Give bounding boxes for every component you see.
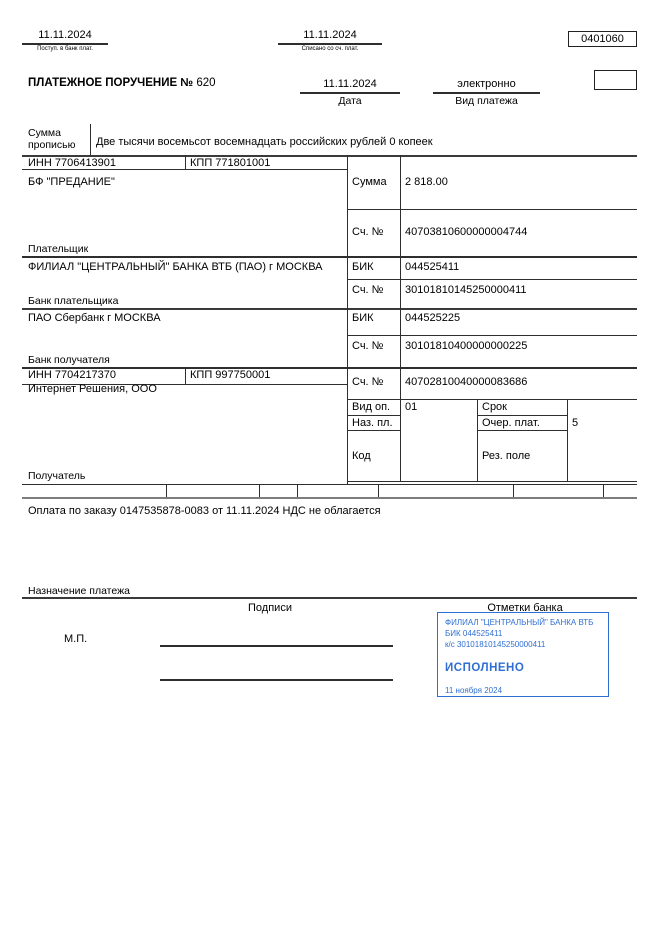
payer-bank-name: ФИЛИАЛ "ЦЕНТРАЛЬНЫЙ" БАНКА ВТБ (ПАО) г МОСКВА xyxy=(28,261,323,273)
payer-kpp: КПП 771801001 xyxy=(190,157,271,169)
debited-date-underline xyxy=(278,43,382,45)
document-date-underline xyxy=(300,92,400,94)
debited-date-caption: Списано со сч. плат. xyxy=(301,46,359,52)
priority-caption: Очер. плат. xyxy=(482,417,540,429)
table-line xyxy=(259,484,260,497)
signature-line xyxy=(160,645,393,647)
table-line xyxy=(347,335,637,336)
table-line xyxy=(166,484,167,497)
payee-bank-account: 30101810400000000225 xyxy=(405,340,528,352)
purpose-code-caption: Наз. пл. xyxy=(352,417,393,429)
table-line xyxy=(347,415,400,416)
payee-bank-account-caption: Сч. № xyxy=(352,340,384,352)
payee-account: 40702810040000083686 xyxy=(405,376,528,388)
table-line xyxy=(22,497,637,499)
debited-date: 11.11.2024 xyxy=(303,29,357,41)
table-line xyxy=(22,308,637,310)
table-line xyxy=(513,484,514,497)
table-line xyxy=(185,155,186,169)
signature-line xyxy=(160,679,393,681)
payee-bank-bik: 044525225 xyxy=(405,312,461,324)
payer-inn: ИНН 7706413901 xyxy=(28,157,117,169)
table-line xyxy=(185,367,186,384)
table-line xyxy=(347,155,348,484)
priority-value: 5 xyxy=(572,417,579,429)
operation-kind-value: 01 xyxy=(405,401,418,413)
payer-name: БФ "ПРЕДАНИЕ" xyxy=(28,176,115,188)
table-line xyxy=(22,484,637,485)
empty-mark-box xyxy=(594,70,637,90)
table-line xyxy=(297,484,298,497)
payee-caption: Получатель xyxy=(28,470,86,482)
payer-bank-bik: 044525411 xyxy=(405,261,460,273)
payee-bank-name: ПАО Сбербанк г МОСКВА xyxy=(28,312,161,324)
table-line xyxy=(90,124,91,155)
received-date-underline xyxy=(22,43,108,45)
payee-kpp: КПП 997750001 xyxy=(190,369,271,381)
payment-purpose-caption: Назначение платежа xyxy=(28,585,130,597)
document-title-label: ПЛАТЕЖНОЕ ПОРУЧЕНИЕ № xyxy=(28,77,194,89)
table-line xyxy=(347,481,637,482)
signatures-caption: Подписи xyxy=(248,602,292,614)
table-line xyxy=(477,399,478,481)
table-line xyxy=(400,155,401,481)
stamp-place-caption: М.П. xyxy=(64,633,88,645)
table-line xyxy=(378,484,379,497)
payment-kind-caption: Вид платежа xyxy=(455,95,518,107)
received-date: 11.11.2024 xyxy=(38,29,92,41)
payee-bank-caption: Банк получателя xyxy=(28,354,110,366)
table-line xyxy=(22,256,637,258)
payer-bank-caption: Банк плательщика xyxy=(28,295,119,307)
payment-purpose-text: Оплата по заказу 0147535878-0083 от 11.11.2024 НДС не облагается xyxy=(28,505,381,517)
payee-bank-bik-caption: БИК xyxy=(352,312,374,324)
table-line xyxy=(567,399,568,481)
stamp-status: ИСПОЛНЕНО xyxy=(445,662,525,675)
payer-bank-account: 30101810145250000411 xyxy=(405,284,527,296)
bank-marks-caption: Отметки банка xyxy=(487,602,563,614)
term-caption: Срок xyxy=(482,401,507,413)
payee-account-caption: Сч. № xyxy=(352,376,384,388)
table-line xyxy=(347,279,637,280)
payer-bank-bik-caption: БИК xyxy=(352,261,374,273)
sum-value: 2 818.00 xyxy=(405,176,448,188)
payee-inn: ИНН 7704217370 xyxy=(28,369,117,381)
payee-name: Интернет Решения, ООО xyxy=(28,383,157,395)
reserve-field-caption: Рез. поле xyxy=(482,450,531,462)
sum-caption: Сумма xyxy=(352,176,387,188)
stamp-bik: БИК 044525411 xyxy=(445,628,503,638)
table-line xyxy=(477,430,567,431)
table-line xyxy=(347,209,637,210)
form-code-box xyxy=(568,31,637,47)
document-date-caption: Дата xyxy=(338,95,362,107)
table-line xyxy=(603,484,604,497)
stamp-corr-account: к/с 30101810145250000411 xyxy=(445,639,546,649)
table-line xyxy=(477,415,567,416)
amount-words-value: Две тысячи восемьсот восемнадцать российских рублей 0 копеек xyxy=(96,136,433,148)
document-title xyxy=(28,77,216,90)
payer-account: 40703810600000004744 xyxy=(405,226,528,238)
document-number: 620 xyxy=(196,77,216,89)
received-date-caption: Поступ. в банк плат. xyxy=(37,46,93,52)
amount-words-caption: Сумма прописью xyxy=(28,127,76,152)
payer-bank-account-caption: Сч. № xyxy=(352,284,384,296)
table-line xyxy=(347,399,637,400)
document-date: 11.11.2024 xyxy=(323,78,377,90)
payer-caption: Плательщик xyxy=(28,243,89,255)
table-line xyxy=(347,430,400,431)
payer-account-caption: Сч. № xyxy=(352,226,384,238)
form-code: 0401060 xyxy=(581,33,624,45)
stamp-bank-name: ФИЛИАЛ "ЦЕНТРАЛЬНЫЙ" БАНКА ВТБ xyxy=(445,618,594,627)
stamp-date: 11 ноября 2024 xyxy=(445,685,503,695)
operation-kind-caption: Вид оп. xyxy=(352,401,391,413)
payment-kind-underline xyxy=(433,92,540,94)
payment-kind-value: электронно xyxy=(457,78,516,90)
code-caption: Код xyxy=(352,450,371,462)
table-line xyxy=(22,597,637,599)
bank-stamp xyxy=(437,612,609,697)
